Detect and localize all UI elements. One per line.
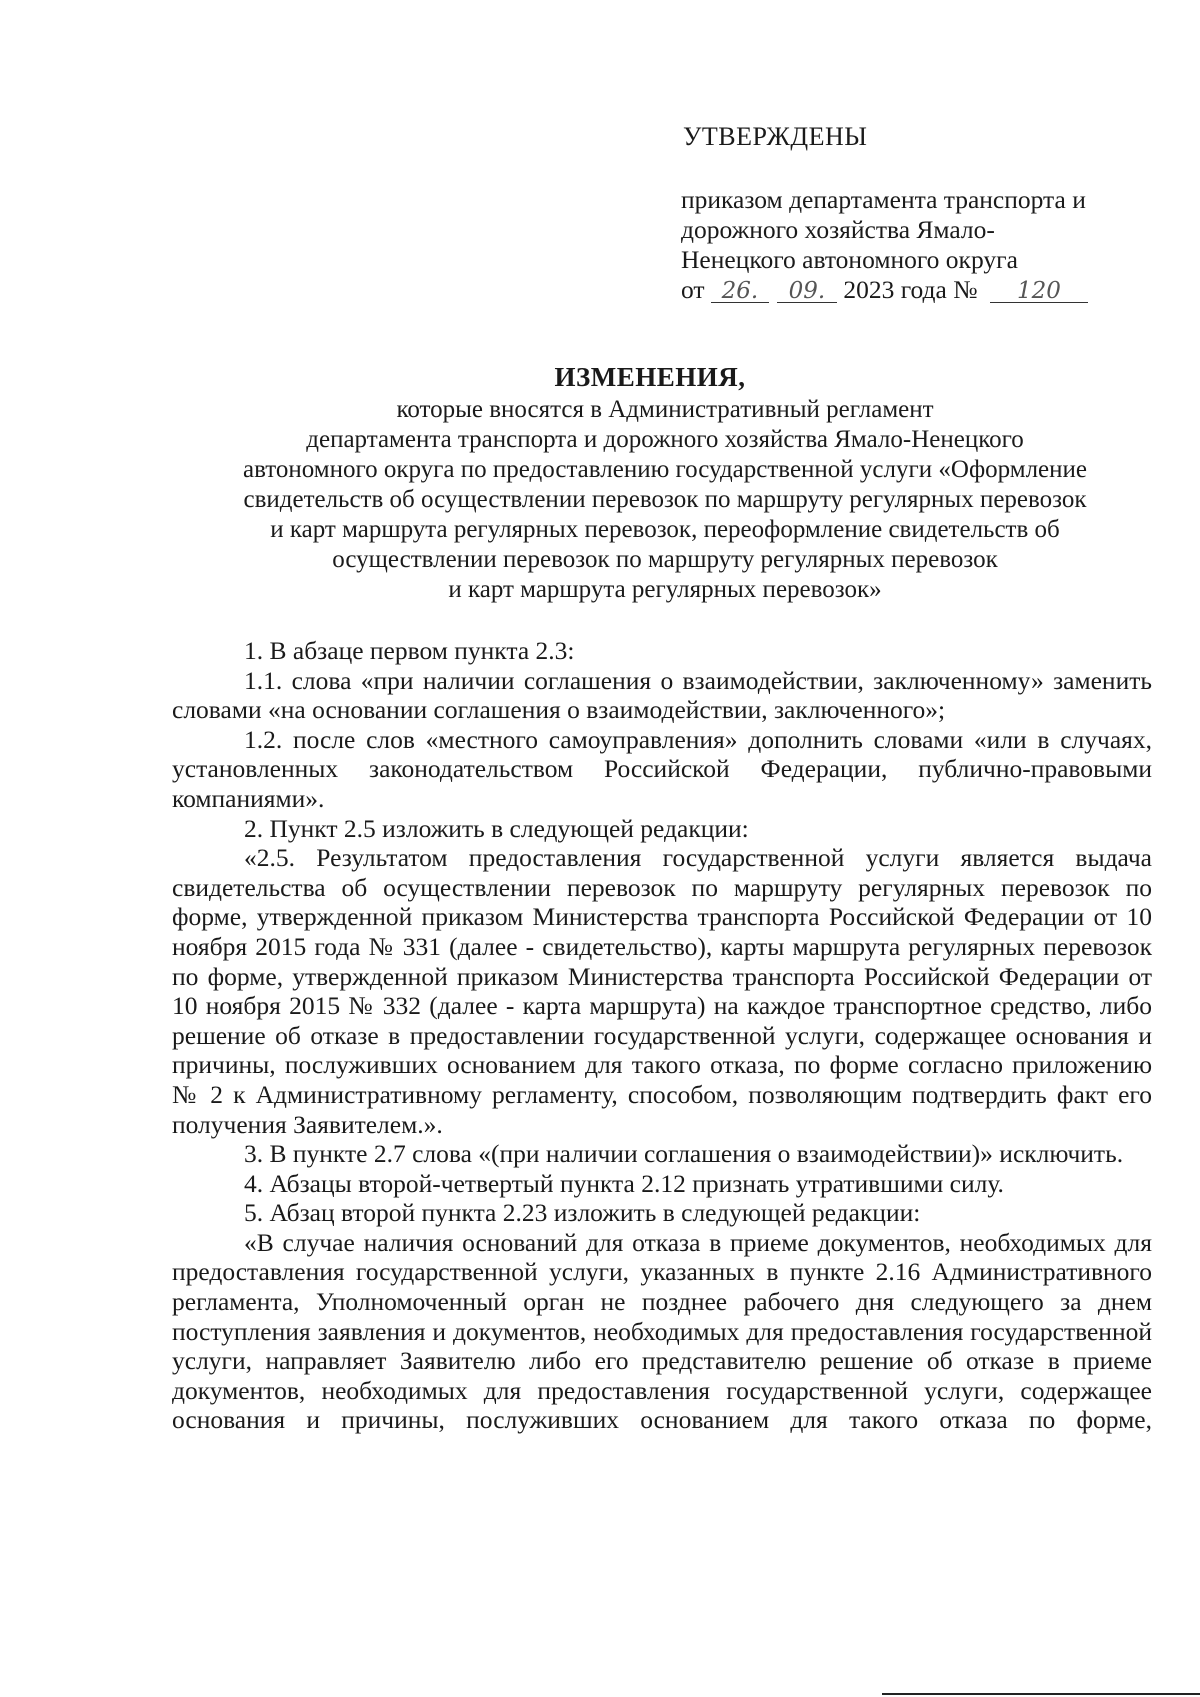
paragraph-2: 2. Пункт 2.5 изложить в следующей редакции: [244,813,749,843]
document-title: ИЗМЕНЕНИЯ, [554,362,746,392]
paragraph-1: 1. В абзаце первом пункта 2.3: [244,636,575,665]
paragraph-2-5-text: «2.5. Результатом предоставления государственной услуги является выдача свидетельства об осуществлении перевозок по маршруту регулярных перевозок по форме, утвержденной приказом Министерства транспорта Российской Федерации от 10 ноября 2015 года № 331 (далее - свидетельство), карты маршрута регулярных перевозок по форме, утвержденной приказом Министерства транспорта Российской Федерации от 10 ноября 2015 № 332 (далее - карта маршрута) на каждое транспортное средство, либо решение об отказе в предоставлении государственной услуги, содержащее основания и причины, послуживших основанием для такого отказа, по форме согласно приложению № 2 к Административному регламенту, способом, позволяющим подтвердить факт его получения Заявителем.». [172,843,1152,1139]
paragraph-1-1: 1.1. слова «при наличии соглашения о взаимодействии, заключенному» заменить словами «на основании соглашения о взаимодействии, заключенного»; [172,665,1152,725]
paragraph-1-2: 1.2. после слов «местного самоуправления» дополнить словами «или в случаях, установленных законодательством Российской Федерации, публично-правовыми компаниями». [172,724,1152,813]
document-subtitle [175,395,1155,605]
order-line-3: Ненецкого автономного округа [681,245,1018,274]
approval-heading: УТВЕРЖДЕНЫ [683,122,868,151]
paragraph-5: 5. Абзац второй пункта 2.23 изложить в следующей редакции: [244,1198,921,1228]
handwritten-day: 26. [711,280,769,303]
paragraph-4: 4. Абзацы второй-четвертый пункта 2.12 признать утратившими силу. [244,1168,1004,1198]
paragraph-5-text: «В случае наличия оснований для отказа в приеме документов, необходимых для предоставления государственной услуги, указанных в пункте 2.16 Административного регламента, Уполномоченный орган не позднее рабочего дня следующего за днем поступления заявления и документов, необходимых для предоставления государственной услуги, направляет Заявителю либо его представителю решение об отказе в приеме документов, необходимых для предоставления государственной услуги, содержащее основания и причины, послуживших основанием для такого отказа по форме, [172,1227,1152,1435]
date-prefix: от [681,275,705,304]
order-date-line [681,275,1161,305]
document-body [172,636,1152,1435]
approval-order-block [681,185,1161,305]
subtitle-line: департамента транспорта и дорожного хозяйства Ямало-Ненецкого [306,426,1024,453]
year-text: 2023 года № [843,275,978,304]
footer-rule [882,1693,1200,1695]
subtitle-line: свидетельств об осуществлении перевозок по маршруту регулярных перевозок [243,486,1087,513]
subtitle-line: которые вносятся в Административный регламент [396,396,934,423]
handwritten-order-number: 120 [990,280,1088,303]
order-line-1: приказом департамента транспорта и [681,185,1086,214]
subtitle-line: и карт маршрута регулярных перевозок, переоформление свидетельств об [270,516,1060,543]
paragraph-3: 3. В пункте 2.7 слова «(при наличии соглашения о взаимодействии)» исключить. [244,1139,1124,1169]
subtitle-line: автономного округа по предоставлению государственной услуги «Оформление [242,456,1088,483]
handwritten-month: 09. [777,280,837,303]
order-line-2: дорожного хозяйства Ямало- [681,215,995,244]
subtitle-line: осуществлении перевозок по маршруту регулярных перевозок [332,546,998,573]
subtitle-line: и карт маршрута регулярных перевозок» [448,576,882,603]
